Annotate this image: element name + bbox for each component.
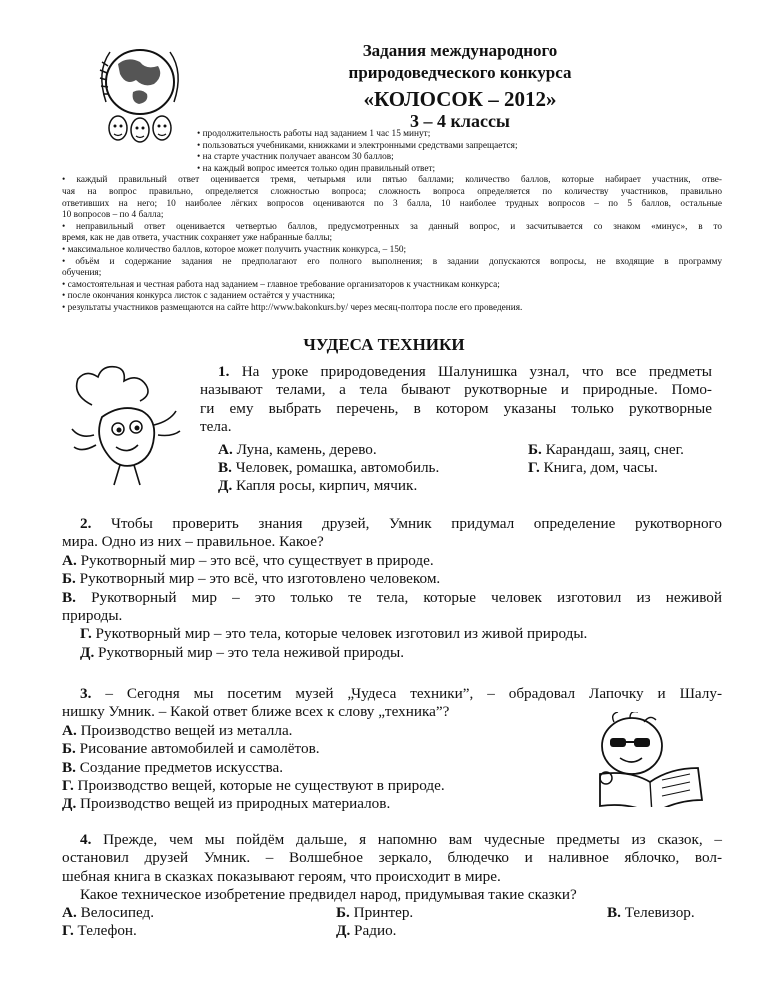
- q3-option-b[interactable]: Б. Рисование автомобилей и самолётов.: [62, 740, 320, 758]
- q1-option-v[interactable]: В. Человек, ромашка, автомобиль.: [218, 459, 440, 476]
- rule-line: • объём и содержание задания не предполагают его полного выполнения; в задании допускаются вопросы, не входящие в программу: [62, 256, 722, 267]
- q3-option-a[interactable]: А. Производство вещей из металла.: [62, 721, 293, 739]
- question-3-line: нишку Умник. – Какой ответ ближе всех к слову „техника”?: [62, 703, 450, 721]
- q4-option-v[interactable]: В. Телевизор.: [607, 904, 695, 921]
- q4-option-b[interactable]: Б. Принтер.: [336, 904, 414, 921]
- q2-option-v-continued[interactable]: природы.: [62, 607, 123, 625]
- q1-option-d[interactable]: Д. Капля росы, кирпич, мячик.: [218, 477, 418, 494]
- q2-option-g[interactable]: Г. Рукотворный мир – это тела, которые человек изготовил из живой природы.: [80, 625, 588, 643]
- rule-line: • каждый правильный ответ оценивается тремя, четырьмя или пятью баллами; количество баллов, которые набирает участник, отве-: [62, 175, 722, 186]
- question-4-line: остановил друзей Умник. – Волшебное зеркало, блюдечко и наливное яблочко, вол-: [62, 849, 722, 867]
- q4-option-g[interactable]: Г. Телефон.: [62, 922, 137, 939]
- q1-option-g[interactable]: Г. Книга, дом, часы.: [528, 459, 658, 476]
- question-3-line: 3. – Сегодня мы посетим музей „Чудеса техники”, – обрадовал Лапочку и Шалу-: [80, 685, 722, 702]
- grade-label: 3 – 4 классы: [409, 111, 510, 131]
- rule-line: обучения;: [62, 268, 102, 279]
- rule-line: • на каждый вопрос имеется только один правильный ответ;: [197, 163, 436, 174]
- question-1-line: называют телами, а тела бывают рукотворные и природные. Помо-: [200, 381, 712, 399]
- q3-option-d[interactable]: Д. Производство вещей из природных материалов.: [62, 795, 391, 813]
- rule-line: • после окончания конкурса листок с заданием остаётся у участника;: [62, 291, 335, 302]
- rule-line: ответивших на него; 10 наиболее лёгких вопросов оцениваются по 3 балла, 10 наиболее трудных вопросов – по 5 баллов, остальные: [62, 198, 722, 209]
- question-4-line: 4. Прежде, чем мы пойдём дальше, я напомню вам чудесные предметы из сказок, –: [80, 831, 723, 848]
- q3-option-v[interactable]: В. Создание предметов искусства.: [62, 758, 284, 776]
- rule-line: • неправильный ответ оценивается четвертью баллов, предусмотренных за данный вопрос, и засчитывается со знаком «минус», в то: [62, 221, 722, 232]
- question-1-line: тела.: [200, 418, 232, 436]
- question-4-number: 4.: [80, 831, 92, 848]
- question-2-line: 2. Чтобы проверить знания друзей, Умник придумал определение рукотворного: [80, 515, 722, 532]
- q4-option-d[interactable]: Д. Радио.: [336, 922, 397, 939]
- q1-option-a[interactable]: А. Луна, камень, дерево.: [218, 441, 377, 458]
- question-1-line: 1. На уроке природоведения Шалунишка узнал, что все предметы: [218, 363, 713, 380]
- q1-option-b[interactable]: Б. Карандаш, заяц, снег.: [528, 441, 684, 458]
- rule-line: чая на вопрос правильно, определяется сложностью вопроса; сложность вопроса определяется по количеству участников, правильно: [62, 186, 722, 197]
- question-4-line: Какое техническое изобретение предвидел народ, придумывая такие сказки?: [80, 886, 577, 904]
- question-2-number: 2.: [80, 515, 92, 532]
- question-1-number: 1.: [218, 363, 230, 380]
- umnik-reading-illustration: [580, 712, 715, 807]
- shalunishka-character-illustration: [62, 365, 192, 490]
- rule-line: • максимальное количество баллов, которое может получить участник конкурса, – 150;: [62, 244, 407, 255]
- q2-option-b[interactable]: Б. Рукотворный мир – это всё, что изготовлено человеком.: [62, 570, 441, 588]
- q2-option-d[interactable]: Д. Рукотворный мир – это тела неживой природы.: [80, 643, 404, 661]
- q2-option-a[interactable]: А. Рукотворный мир – это всё, что существует в природе.: [62, 551, 434, 569]
- rule-line: • на старте участник получает авансом 30 баллов;: [197, 152, 394, 163]
- question-2: [62, 515, 722, 662]
- question-3-number: 3.: [80, 685, 92, 702]
- rule-line: 10 вопросов – по 4 балла;: [62, 210, 164, 221]
- rule-line: время, как не дав ответа, участник сохраняет уже набранные баллы;: [62, 233, 333, 244]
- section-title: ЧУДЕСА ТЕХНИКИ: [303, 335, 465, 354]
- title-line-2: природоведческого конкурса: [348, 63, 572, 82]
- question-2-line: мира. Одно из них – правильное. Какое?: [62, 533, 324, 551]
- rules-list: [62, 129, 722, 315]
- q2-option-v[interactable]: В. Рукотворный мир – это только те тела, которые человек изготовил из неживой: [62, 588, 722, 606]
- question-4: [62, 831, 722, 905]
- question-1-line: ги ему выбрать перечень, в котором указаны только рукотворные: [200, 399, 712, 417]
- rule-line: • самостоятельная и честная работа над заданием – главное требование организаторов к участникам конкурса;: [62, 279, 500, 290]
- rule-line: • пользоваться учебниками, книжками и электронными средствами запрещается;: [197, 140, 518, 151]
- question-4-line: шебная книга в сказках показывают героям, что происходит в мире.: [62, 867, 501, 885]
- contest-title: «КОЛОСОК – 2012»: [363, 87, 557, 111]
- rule-line: • продолжительность работы над заданием 1 час 15 минут;: [197, 129, 431, 139]
- q4-option-a[interactable]: А. Велосипед.: [62, 904, 155, 921]
- question-1: [200, 363, 712, 437]
- rule-line: • результаты участников размещаются на сайте http://www.bakonkurs.by/ через месяц-полтора после его проведения.: [62, 302, 523, 313]
- q3-option-g[interactable]: Г. Производство вещей, которые не существуют в природе.: [62, 777, 445, 795]
- title-line-1: Задания международного: [362, 41, 558, 60]
